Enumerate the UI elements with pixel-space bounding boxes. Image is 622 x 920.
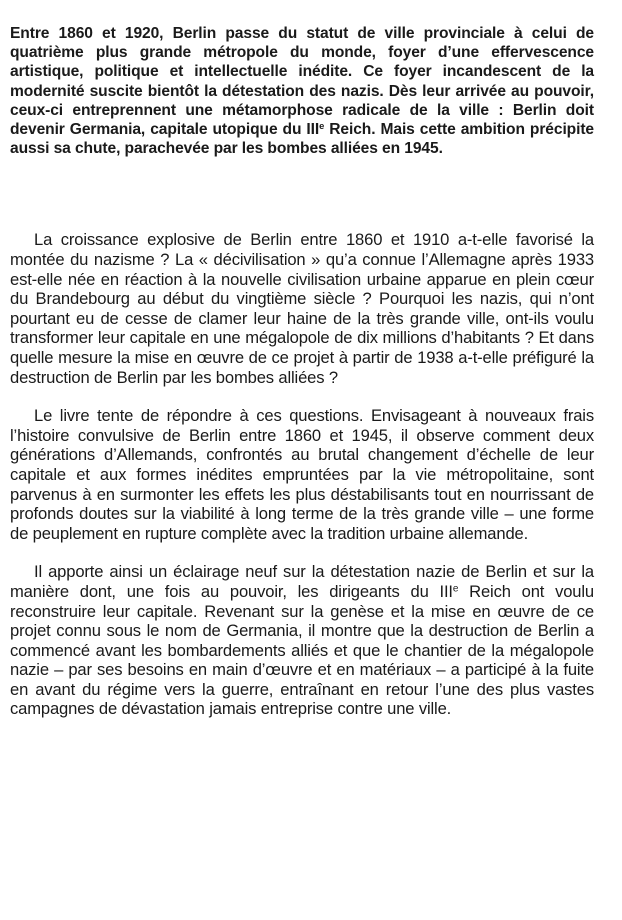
intro-superscript: e: [319, 120, 325, 131]
body-paragraph-1: La croissance explosive de Berlin entre 1860 et 1910 a-t-elle favorisé la montée du nazisme ? La « décivilisation » qu’a connue l’Allemagne après 1933 est-elle née en réaction à la nouvelle civilisation urbaine apparue en plein cœur du Brandebourg au début du vingtième siècle ? Pourquoi les nazis, qui n’ont pourtant eu de cesse de clamer leur haine de la très grande ville, ont-ils voulu transformer leur capitale en une mégalopole de dix millions d’habitants ? Et dans quelle mesure la mise en œuvre de ce projet à partir de 1938 a-t-elle préfiguré la destruction de Berlin par les bombes alliées ?: [10, 230, 594, 387]
intro-paragraph: [10, 24, 594, 158]
intro-text-end: Reich. Mais cette ambition précipite aussi sa chute, parachevée par les bombes alliées en 1945.: [10, 121, 594, 158]
body-paragraph-3-start: Il apporte ainsi un éclairage neuf sur la détestation nazie de Berlin et sur la manière dont, une fois au pouvoir, les dirigeants du III: [10, 562, 594, 601]
intro-text-start: Entre 1860 et 1920, Berlin passe du statut de ville provinciale à celui de quatrième plus grande métropole du monde, foyer d’une effervescence artistique, politique et intellectuelle inédite. Ce foyer incandescent de la modernité suscite bientôt la détestation des nazis. Dès leur arrivée au pouvoir, ceux-ci entreprennent une métamorphose radicale de la ville : Berlin doit devenir Germania, capitale utopique du III: [10, 25, 594, 139]
body-paragraph-3-superscript: e: [452, 583, 459, 595]
body-paragraph-3: [10, 562, 594, 719]
body-paragraph-3-end: Reich ont voulu reconstruire leur capitale. Revenant sur la genèse et la mise en œuvre de ce projet connu sous le nom de Germania, il montre que la destruction de Berlin a commencé avant les bombardements alliés et que le chantier de la mégalopole nazie – par ses besoins en main d’œuvre et en matériaux – a participé à la fuite en avant du régime vers la guerre, entraînant en retour l’une des plus vastes campagnes de dévastation jamais entreprise contre une ville.: [10, 581, 595, 719]
body-text: [10, 230, 594, 719]
body-paragraph-2: Le livre tente de répondre à ces questions. Envisageant à nouveaux frais l’histoire convulsive de Berlin entre 1860 et 1945, il observe comment deux générations d’Allemands, confrontés au brutal changement d’échelle de leur capitale et aux formes inédites empruntées par la vie métropolitaine, sont parvenus à en surmonter les effets les plus déstabilisants tout en nourrissant de profonds doutes sur la viabilité à long terme de la très grande ville – une forme de peuplement en rupture complète avec la tradition urbaine allemande.: [10, 406, 594, 543]
document-page: [10, 24, 594, 738]
